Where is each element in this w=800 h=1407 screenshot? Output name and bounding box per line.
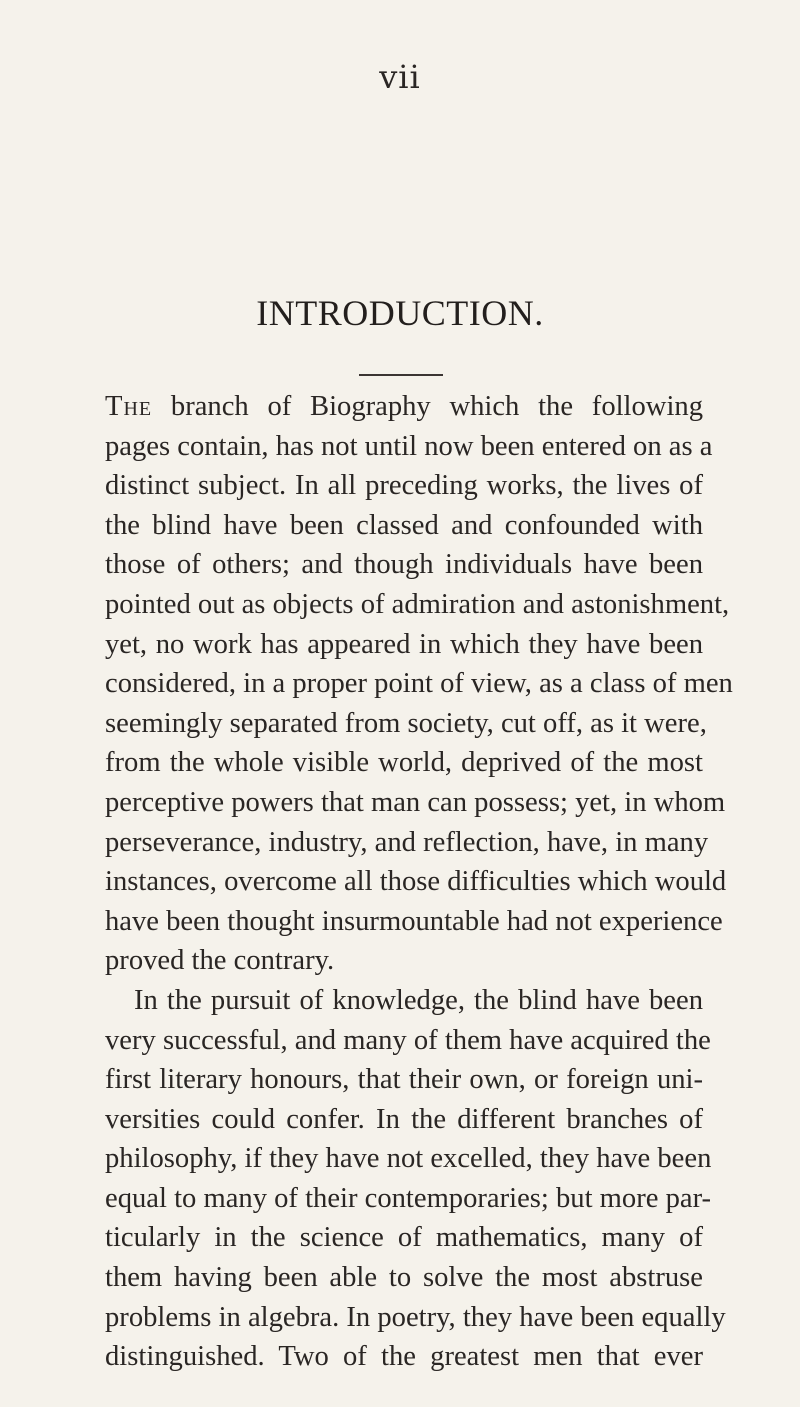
text-line: perseverance, industry, and reflection, have, in many [105, 826, 709, 858]
paragraph-end-line: proved the contrary. [105, 945, 335, 977]
text-line: the blind have been classed and confounded with [105, 509, 703, 541]
text-line: yet, no work has appeared in which they have been [105, 628, 703, 660]
text-line: distinguished. Two of the greatest men that ever [105, 1341, 703, 1373]
opening-word: The [105, 391, 153, 422]
page-number: vii [379, 58, 421, 96]
text-line: distinct subject. In all preceding works, the lives of [105, 470, 703, 502]
text-line: seemingly separated from society, cut off, as it were, [105, 707, 707, 739]
text-line: first literary honours, that their own, or foreign uni- [105, 1064, 703, 1096]
heading-rule [359, 374, 443, 376]
text-line: very successful, and many of them have acquired the [105, 1024, 711, 1056]
text-line: perceptive powers that man can possess; yet, in whom [105, 786, 726, 818]
text-line: pointed out as objects of admiration and astonishment, [105, 588, 730, 620]
paragraph-start-line: In the pursuit of knowledge, the blind have been [134, 984, 703, 1016]
text-line: ticularly in the science of mathematics, many of [105, 1222, 703, 1254]
text-line: problems in algebra. In poetry, they have been equally [105, 1301, 726, 1333]
text-line: those of others; and though individuals have been [105, 549, 703, 581]
text-line: philosophy, if they have not excelled, they have been [105, 1143, 712, 1175]
text-line: versities could confer. In the different branches of [105, 1103, 703, 1135]
text-line: have been thought insurmountable had not experience [105, 905, 723, 937]
text-line: from the whole visible world, deprived of the most [105, 747, 703, 779]
text-line: instances, overcome all those difficulties which would [105, 866, 727, 898]
text-line: The branch of Biography which the following [105, 391, 703, 422]
text-line: considered, in a proper point of view, as a class of men [105, 668, 733, 700]
chapter-heading: INTRODUCTION. [256, 293, 544, 333]
text-line: them having been able to solve the most abstruse [105, 1262, 703, 1294]
body-text [105, 387, 733, 1377]
text-line: equal to many of their contemporaries; but more par- [105, 1182, 712, 1214]
text-line: pages contain, has not until now been entered on as a [105, 430, 713, 462]
